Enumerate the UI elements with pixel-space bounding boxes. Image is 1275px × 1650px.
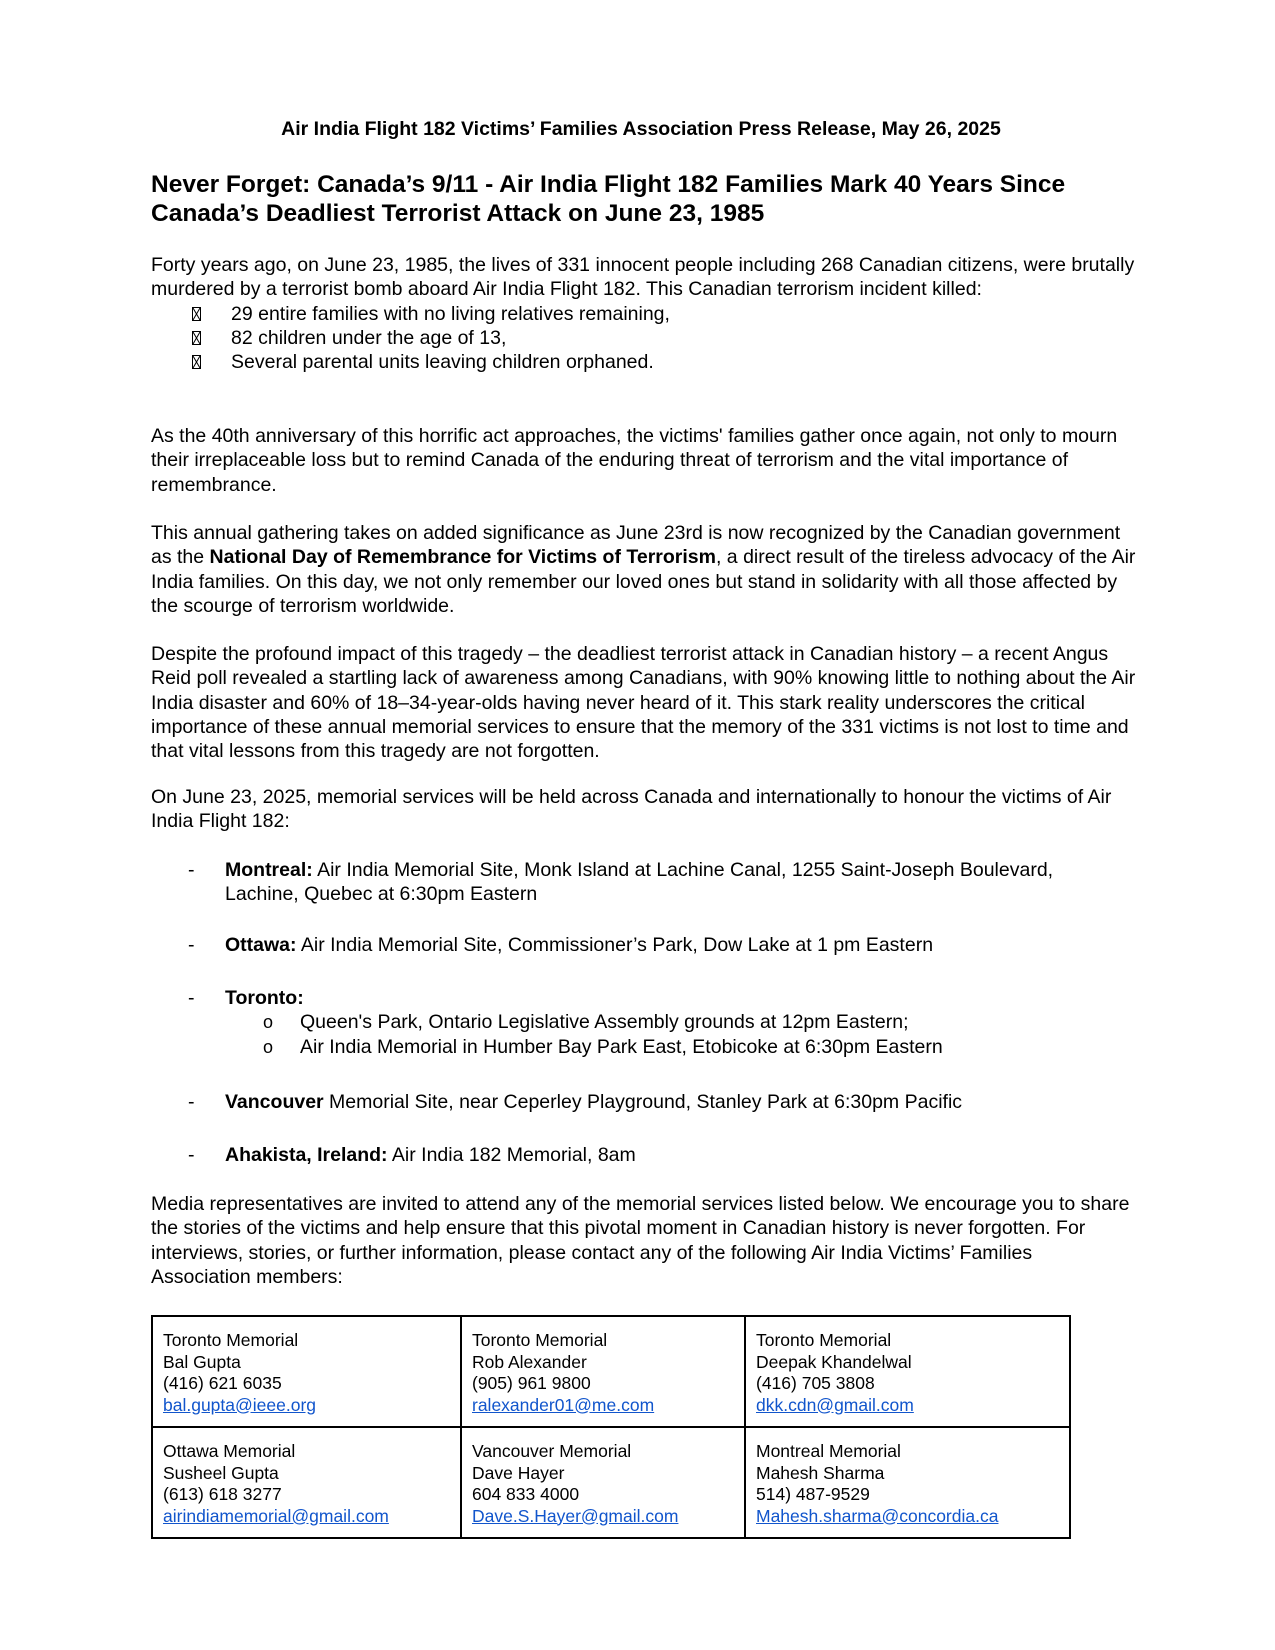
- contact-phone: 514) 487-9529: [756, 1484, 870, 1504]
- contact-phone: (613) 618 3277: [163, 1484, 282, 1504]
- headline-line-1: Never Forget: Canada’s 9/11 - Air India Flight 182 Families Mark 40 Years Since: [151, 171, 1066, 198]
- casualty-list: [151, 302, 1136, 375]
- event-city: Montreal:: [225, 859, 313, 881]
- contact-cell: [152, 1316, 461, 1427]
- dash-bullet: -: [188, 987, 195, 1009]
- event-details: Memorial Site, near Ceperley Playground, Stanley Park at 6:30pm Pacific: [323, 1091, 963, 1113]
- circle-bullet-icon: o: [263, 1036, 274, 1057]
- missing-glyph-box-icon: [192, 307, 201, 321]
- contact-email-link[interactable]: Mahesh.sharma@concordia.ca: [756, 1505, 999, 1526]
- contact-cell: [745, 1427, 1070, 1538]
- table-row: [152, 1427, 1070, 1538]
- awareness-poll-paragraph: Despite the profound impact of this tragedy – the deadliest terrorist attack in Canadian history – a recent Angus Reid poll revealed a startling lack of awareness among Canadians, with 90% knowing little to nothing about the Air India disaster and 60% of 18–34-year-olds having never heard of it. This stark reality underscores the critical importance of these annual memorial services to ensure that the memory of the 331 victims is not lost to time and that vital lessons from this tragedy are not forgotten.: [151, 643, 1136, 763]
- contact-name: Rob Alexander: [472, 1351, 587, 1372]
- event-details: Air India 182 Memorial, 8am: [387, 1144, 636, 1166]
- list-item: Several parental units leaving children orphaned.: [151, 350, 1136, 374]
- contact-name: Deepak Khandelwal: [756, 1351, 912, 1372]
- contact-cell: [461, 1427, 745, 1538]
- contact-name: Bal Gupta: [163, 1351, 241, 1372]
- intro-text: Forty years ago, on June 23, 1985, the lives of 331 innocent people including 268 Canadian citizens, were brutally murdered by a terrorist bomb aboard Air India Flight 182. This Canadian terrorism incident killed:: [151, 254, 1135, 301]
- list-item: 29 entire families with no living relatives remaining,: [151, 302, 1136, 326]
- headline: [151, 170, 1141, 228]
- event-city: Ottawa:: [225, 934, 297, 956]
- dash-bullet: -: [188, 859, 195, 881]
- memorial-services-intro: On June 23, 2025, memorial services will be held across Canada and internationally to honour the victims of Air India Flight 182:: [151, 786, 1112, 833]
- contact-email-link[interactable]: airindiamemorial@gmail.com: [163, 1505, 389, 1526]
- event-city: Vancouver: [225, 1091, 324, 1113]
- dash-bullet: -: [188, 934, 195, 956]
- event-details: Air India Memorial Site, Commissioner’s Park, Dow Lake at 1 pm Eastern: [296, 934, 934, 956]
- contact-memorial: Toronto Memorial: [472, 1330, 608, 1350]
- contact-name: Dave Hayer: [472, 1462, 565, 1483]
- contact-phone: (416) 705 3808: [756, 1373, 875, 1393]
- sub-list-item: o Air India Memorial in Humber Bay Park East, Etobicoke at 6:30pm Eastern: [263, 1035, 943, 1058]
- headline-line-2: Canada’s Deadliest Terrorist Attack on June 23, 1985: [151, 200, 765, 227]
- contact-memorial: Ottawa Memorial: [163, 1441, 296, 1461]
- contact-email-link[interactable]: Dave.S.Hayer@gmail.com: [472, 1505, 679, 1526]
- contact-email-link[interactable]: ralexander01@me.com: [472, 1394, 655, 1415]
- sub-list-item: o Queen's Park, Ontario Legislative Assembly grounds at 12pm Eastern;: [263, 1011, 909, 1034]
- contact-phone: (905) 961 9800: [472, 1373, 591, 1393]
- contact-memorial: Vancouver Memorial: [472, 1441, 632, 1461]
- contact-name: Susheel Gupta: [163, 1462, 279, 1483]
- missing-glyph-box-icon: [192, 331, 201, 345]
- contact-email-link[interactable]: dkk.cdn@gmail.com: [756, 1394, 914, 1415]
- contact-phone: 604 833 4000: [472, 1484, 580, 1504]
- event-details: Air India Memorial Site, Monk Island at Lachine Canal, 1255 Saint-Joseph Boulevard, Lachine, Quebec at 6:30pm Eastern: [225, 859, 1054, 906]
- anniversary-paragraph: As the 40th anniversary of this horrific act approaches, the victims' families gather once again, not only to mourn their irreplaceable loss but to remind Canada of the enduring threat of terrorism and the vital importance of remembrance.: [151, 425, 1118, 496]
- contact-phone: (416) 621 6035: [163, 1373, 282, 1393]
- event-city: Ahakista, Ireland:: [225, 1144, 388, 1166]
- contact-cell: [461, 1316, 745, 1427]
- contact-memorial: Toronto Memorial: [756, 1330, 892, 1350]
- table-row: [152, 1316, 1070, 1427]
- press-release-title: Air India Flight 182 Victims’ Families Association Press Release, May 26, 2025: [281, 118, 1001, 140]
- dash-bullet: -: [188, 1144, 195, 1166]
- contact-email-link[interactable]: bal.gupta@ieee.org: [163, 1394, 317, 1415]
- contact-memorial: Montreal Memorial: [756, 1441, 901, 1461]
- missing-glyph-box-icon: [192, 355, 201, 369]
- list-item: 82 children under the age of 13,: [151, 326, 1136, 350]
- remembrance-day-paragraph: This annual gathering takes on added significance as June 23rd is now recognized by the Canadian government as the National Day of Remembrance for Victims of Terrorism, a direct result of the tireless advocacy of the Air India families. On this day, we not only remember our loved ones but stand in solidarity with all those affected by the scourge of terrorism worldwide.: [151, 522, 1136, 617]
- contact-memorial: Toronto Memorial: [163, 1330, 299, 1350]
- remembrance-day-name: National Day of Remembrance for Victims of Terrorism: [209, 546, 716, 569]
- contact-name: Mahesh Sharma: [756, 1462, 885, 1483]
- contacts-table: [151, 1315, 1071, 1539]
- dash-bullet: -: [188, 1091, 195, 1113]
- circle-bullet-icon: o: [263, 1012, 274, 1033]
- contact-cell: [152, 1427, 461, 1538]
- intro-paragraph: [151, 253, 1136, 374]
- contact-cell: [745, 1316, 1070, 1427]
- media-invitation-paragraph: Media representatives are invited to attend any of the memorial services listed below. We encourage you to share the stories of the victims and help ensure that this pivotal moment in Canadian history is never forgotten. For interviews, stories, or further information, please contact any of the following Air India Victims’ Families Association members:: [151, 1193, 1130, 1288]
- event-city: Toronto:: [225, 987, 304, 1009]
